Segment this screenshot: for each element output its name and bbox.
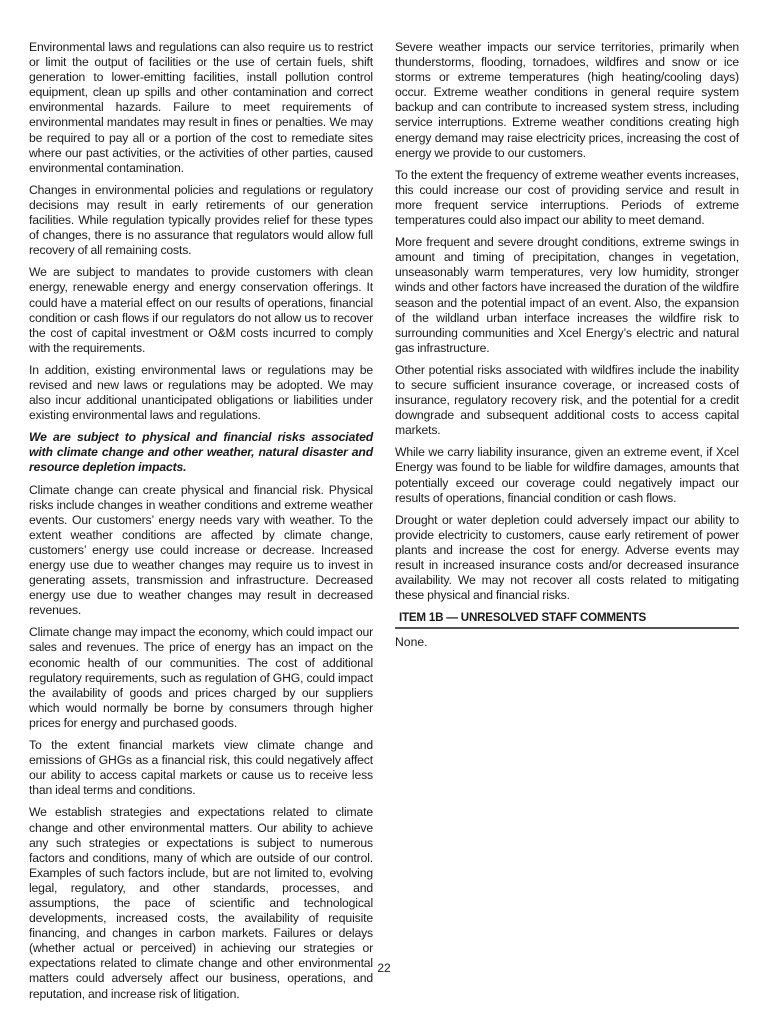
paragraph-severe-weather: Severe weather impacts our service territories, primarily when thunderstorms, flooding, tornadoes, wildfires and snow or ice storms or extreme temperatures (high heating/cooling days) occur. Extreme weather conditions in general require system backup and can contribute to increased system stress, including service interruptions. Extreme weather conditions creating high energy demand may raise electricity prices, increasing the cost of energy we provide to our customers. [395,40,739,160]
right-column [395,40,739,650]
left-column [29,40,373,1009]
paragraph-new-regulations: In addition, existing environmental laws or regulations may be revised and new laws or regulations may be adopted. We may also incur additional unanticipated obligations or liabilities under existing environmental laws and regulations. [29,362,373,423]
section-heading-item-1b: ITEM 1B — UNRESOLVED STAFF COMMENTS [395,611,739,629]
paragraph-climate-risk: Climate change can create physical and financial risk. Physical risks include changes in weather conditions and extreme weather events. Our customers’ energy needs vary with weather. To the extent weather conditions are affected by climate change, customers’ energy use could increase or decrease. Increased energy use due to weather changes may require us to invest in generating assets, transmission and infrastructure. Decreased energy use due to weather changes may result in decreased revenues. [29,482,373,618]
paragraph-water-depletion: Drought or water depletion could adversely impact our ability to provide electricity to customers, cause early retirement of power plants and increase the cost for energy. Adverse events may result in increased insurance costs and/or decreased insurance availability. We may not recover all costs related to mitigating these physical and financial risks. [395,512,739,603]
paragraph-environmental-laws: Environmental laws and regulations can also require us to restrict or limit the output of facilities or the use of certain fuels, shift generation to lower-emitting facilities, install pollution control equipment, clean up spills and other contamination and correct environmental hazards. Failure to meet requirements of environmental mandates may result in fines or penalties. We may be required to pay all or a portion of the cost to remediate sites where our past activities, or the activities of other parties, caused environmental contamination. [29,40,373,175]
paragraph-climate-economy: Climate change may impact the economy, which could impact our sales and revenues. The price of energy has an impact on the economic health of our communities. The cost of additional regulatory requirements, such as regulation of GHG, could impact the availability of goods and prices charged by our suppliers which would normally be borne by consumers through higher prices for energy and purchased goods. [29,625,373,730]
paragraph-drought-wildfire: More frequent and severe drought conditions, extreme swings in amount and timing of precipitation, changes in vegetation, unseasonably warm temperatures, very low humidity, stronger winds and other factors have increased the duration of the wildfire season and the potential impact of an event. Also, the expansion of the wildland urban interface increases the wildfire risk to surrounding communities and Xcel Energy’s electric and natural gas infrastructure. [395,235,739,355]
paragraph-financial-markets: To the extent financial markets view climate change and emissions of GHGs as a financial risk, this could negatively affect our ability to access capital markets or cause us to receive less than ideal terms and conditions. [29,738,373,798]
paragraph-policy-changes: Changes in environmental policies and regulations or regulatory decisions may result in early retirements of our generation facilities. While regulation typically provides relief for these types of changes, there is no assurance that regulators would allow full recovery of all remaining costs. [29,182,373,258]
risk-factor-heading: We are subject to physical and financial risks associated with climate change and other weather, natural disaster and resource depletion impacts. [29,430,373,475]
paragraph-wildfire-insurance: Other potential risks associated with wildfires include the inability to secure sufficient insurance coverage, or increased costs of insurance, regulatory recovery risk, and the potential for a credit downgrade and subsequent additional costs to access capital markets. [395,362,739,438]
paragraph-liability-insurance: While we carry liability insurance, given an extreme event, if Xcel Energy was found to be liable for wildfire damages, amounts that potentially exceed our coverage could negatively impact our results of operations, financial condition or cash flows. [395,445,739,505]
paragraph-extreme-weather-frequency: To the extent the frequency of extreme weather events increases, this could increase our cost of providing service and result in more frequent service interruptions. Periods of extreme temperatures could also impact our ability to meet demand. [395,167,739,228]
paragraph-strategies: We establish strategies and expectations related to climate change and other environmental matters. Our ability to achieve any such strategies or expectations is subject to numerous factors and conditions, many of which are outside of our control. Examples of such factors include, but are not limited to, evolving legal, regulatory, and other standards, processes, and assumptions, the pace of scientific and technological developments, increased costs, the availability of requisite financing, and changes in carbon markets. Failures or delays (whether actual or perceived) in achieving our strategies or expectations related to climate change and other environmental matters could adversely affect our business, operations, and reputation, and increase risk of litigation. [29,805,373,1001]
page-number: 22 [377,961,391,975]
section-body-item-1b: None. [395,635,428,650]
paragraph-clean-energy-mandates: We are subject to mandates to provide customers with clean energy, renewable energy and energy conservation offerings. It could have a material effect on our results of operations, financial condition or cash flows if our regulators do not allow us to recover the cost of capital investment or O&M costs incurred to comply with the requirements. [29,265,373,355]
